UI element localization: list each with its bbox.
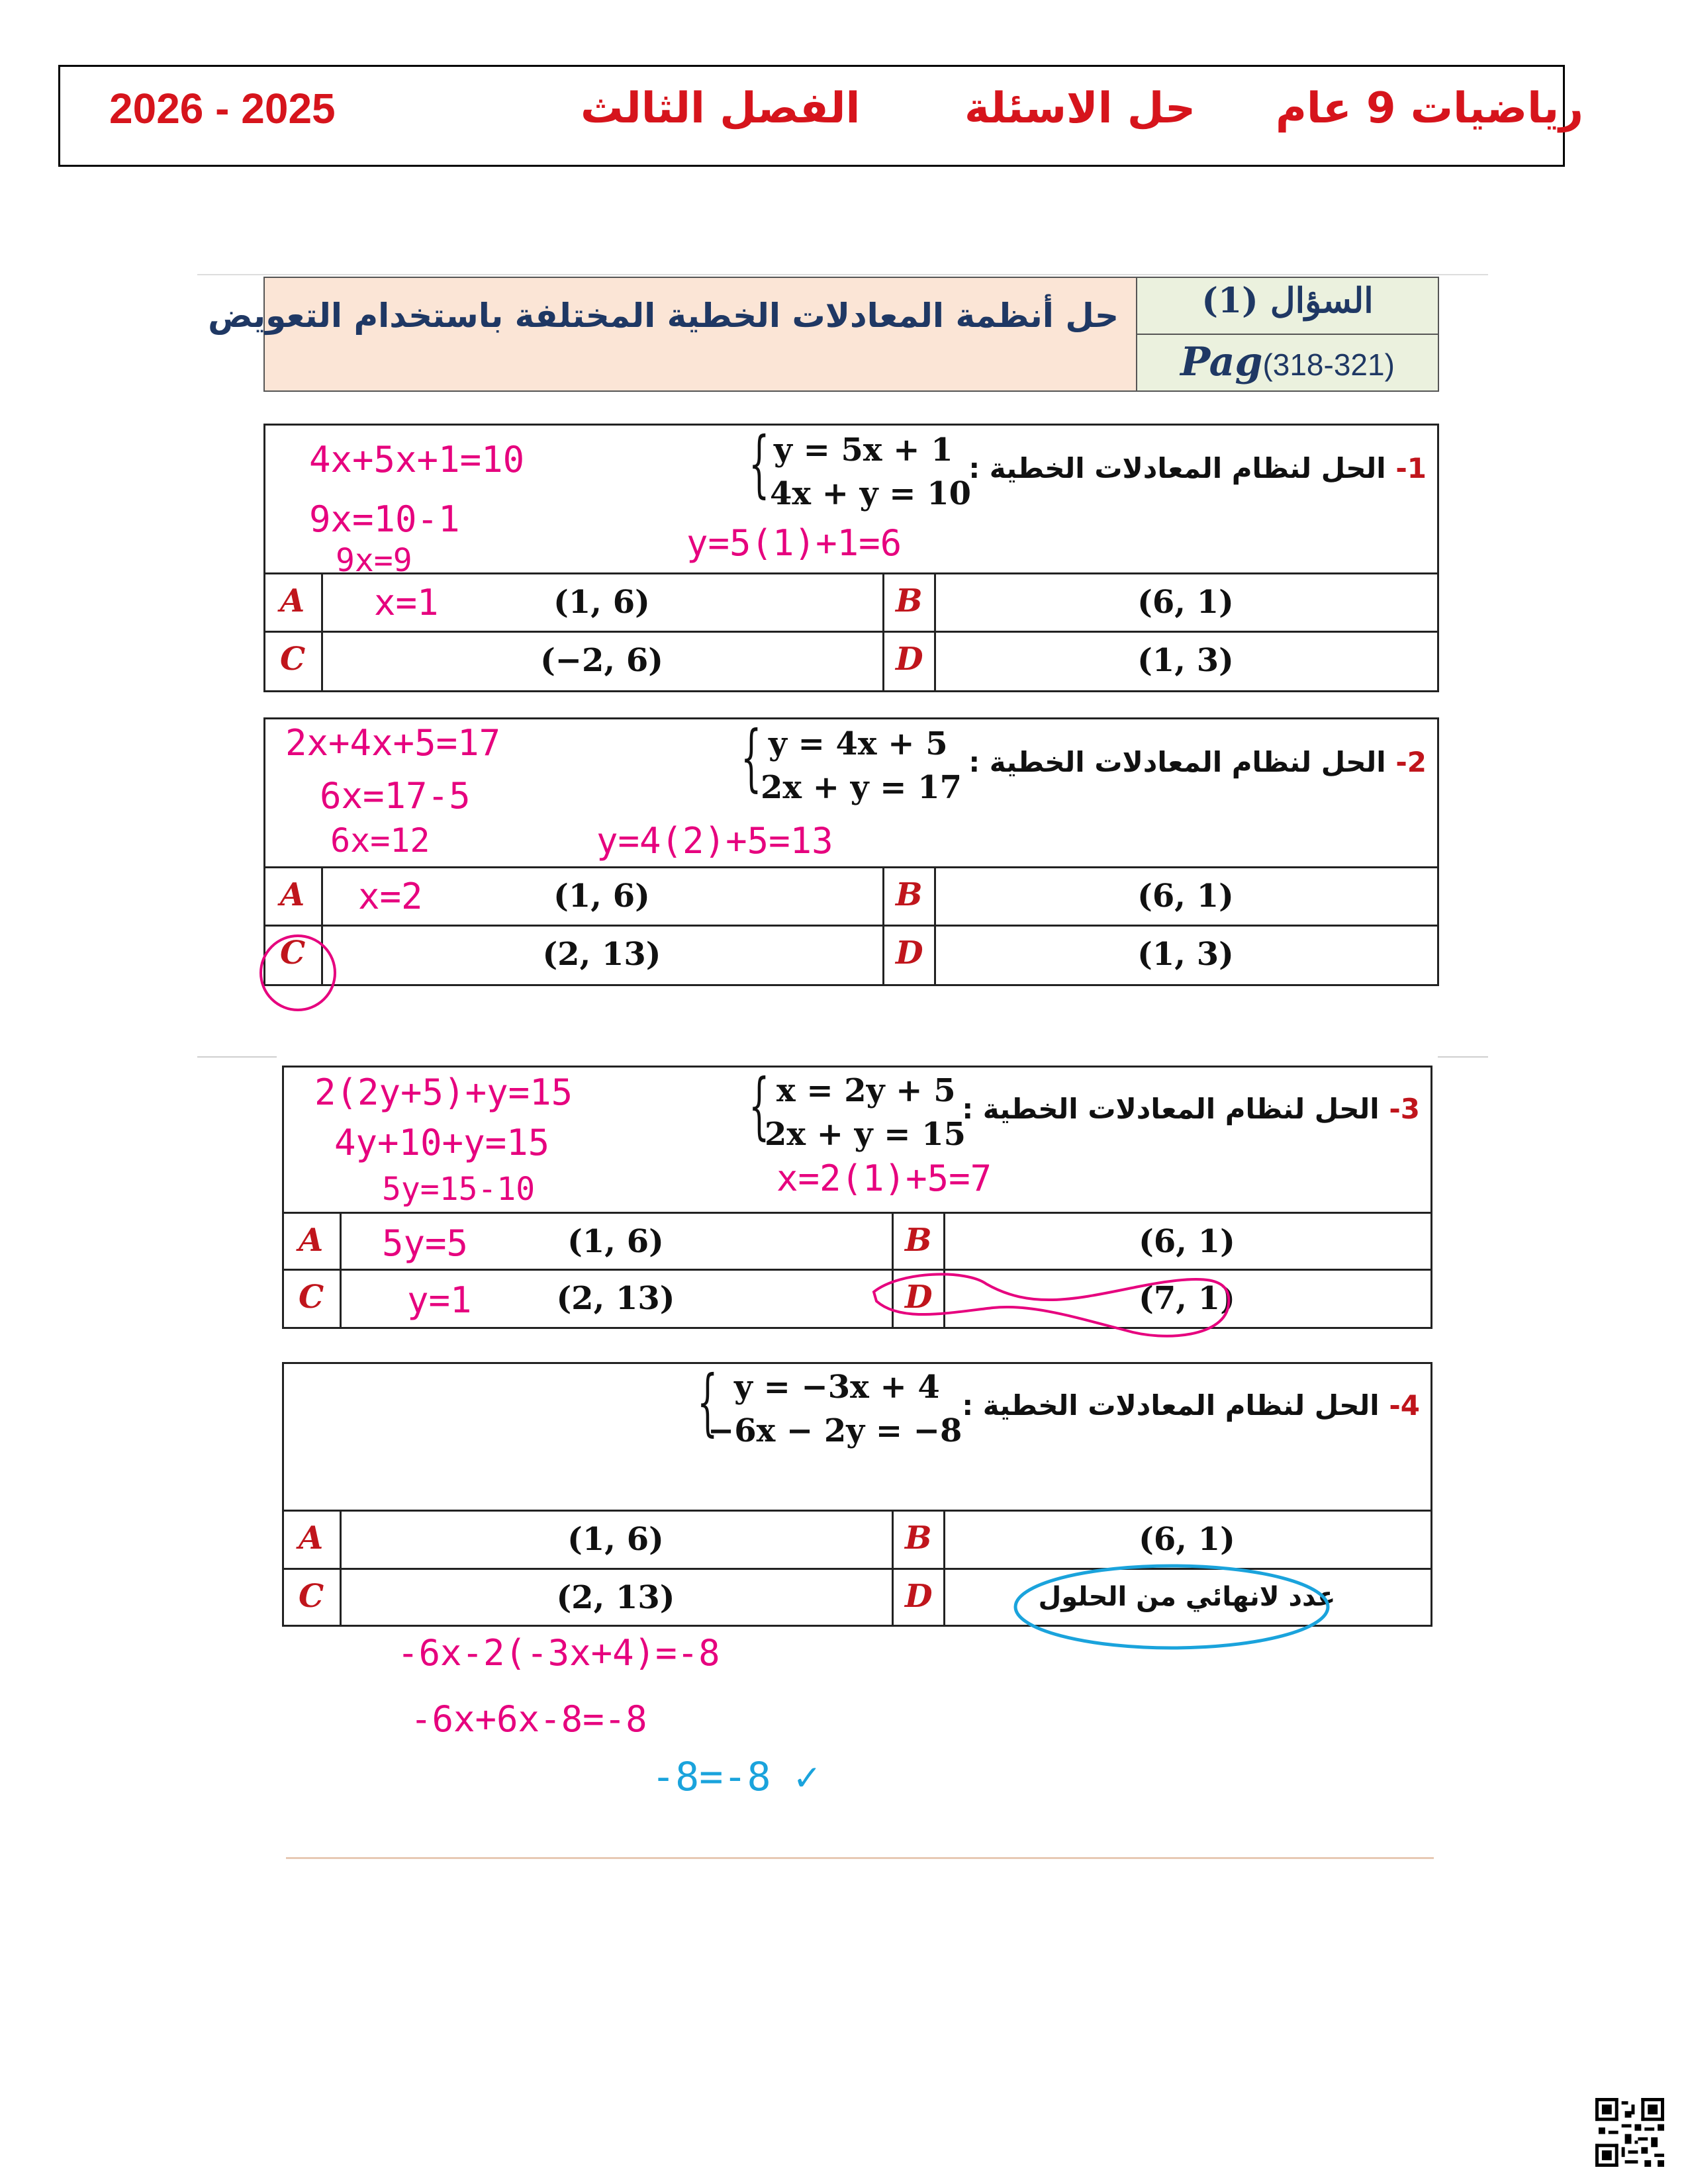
option-a[interactable]: (1, 6) xyxy=(567,1521,664,1558)
answer-circle-mark xyxy=(1006,1554,1337,1660)
option-c[interactable]: (2, 13) xyxy=(542,936,661,973)
page-title: حل الاسئلة xyxy=(964,84,1196,133)
problem-stem xyxy=(968,746,1427,778)
subject-label: رياضيات 9 عام xyxy=(1276,84,1583,133)
options-row: C (−2, 6) D (1, 3) xyxy=(265,631,1437,690)
option-b[interactable]: (6, 1) xyxy=(1137,584,1234,621)
qr-code-icon xyxy=(1595,2098,1664,2167)
handwritten-work: -6x+6x-8=-8 xyxy=(410,1698,647,1740)
handwritten-work: 6x=17-5 xyxy=(320,775,471,817)
stem-text: الحل لنظام المعادلات الخطية : xyxy=(962,1389,1380,1422)
problem-3 xyxy=(282,1063,1432,1329)
equation-2: 2x + y = 15 xyxy=(765,1116,966,1153)
option-c[interactable]: (2, 13) xyxy=(556,1579,675,1616)
options-row: A (1, 6) B (6, 1) xyxy=(265,572,1437,631)
problem-number: 4- xyxy=(1389,1389,1420,1422)
page-reference xyxy=(1137,339,1438,385)
handwritten-work: 2x+4x+5=17 xyxy=(285,722,501,764)
options-row: A (1, 6) B (6, 1) xyxy=(284,1510,1430,1568)
handwritten-work: y=4(2)+5=13 xyxy=(596,820,833,862)
problem-number: 2- xyxy=(1395,746,1427,778)
topic-title: حل أنظمة المعادلات الخطية المختلفة باستخدام التعويض xyxy=(208,296,1119,335)
option-a[interactable]: (1, 6) xyxy=(553,584,650,621)
divider xyxy=(1438,1056,1488,1058)
handwritten-work: 2(2y+5)+y=15 xyxy=(314,1071,573,1113)
handwritten-work: y=5(1)+1=6 xyxy=(686,522,902,564)
divider xyxy=(286,1857,1434,1859)
stem-text: الحل لنظام المعادلات الخطية : xyxy=(968,746,1386,778)
page-header xyxy=(58,65,1583,167)
option-b[interactable]: (6, 1) xyxy=(1139,1521,1235,1558)
option-b[interactable]: (6, 1) xyxy=(1139,1223,1235,1260)
problem-number: 3- xyxy=(1389,1093,1420,1125)
problem-number: 1- xyxy=(1395,452,1427,484)
equation-2: −6x − 2y = −8 xyxy=(708,1412,962,1449)
page-range: (318-321) xyxy=(1262,347,1395,382)
equation-1: y = 5x + 1 xyxy=(774,432,953,469)
problem-stem xyxy=(962,1093,1420,1125)
problem-1 xyxy=(263,421,1439,692)
option-d[interactable]: (1, 3) xyxy=(1137,936,1234,973)
handwritten-work: 4x+5x+1=10 xyxy=(309,439,525,480)
option-d[interactable]: عدد لانهائي من الحلول xyxy=(1038,1582,1336,1612)
handwritten-work: x=2 xyxy=(358,876,423,917)
divider xyxy=(197,274,1488,275)
term-label: الفصل الثالث xyxy=(581,84,861,133)
handwritten-work: 6x=12 xyxy=(330,821,430,860)
options-row: C (2, 13) D (7, 1) xyxy=(284,1269,1430,1327)
brace-icon: { xyxy=(697,1359,718,1444)
options-row: A (1, 6) B (6, 1) xyxy=(284,1212,1430,1269)
handwritten-check: -8=-8 ✓ xyxy=(651,1754,819,1800)
school-year: 2026 - 2025 xyxy=(109,85,336,132)
brace-icon: { xyxy=(749,421,770,506)
answer-circle-mark xyxy=(861,1264,1244,1350)
divider xyxy=(1137,334,1438,335)
handwritten-work: 5y=5 xyxy=(382,1222,469,1264)
handwritten-work: x=1 xyxy=(374,582,439,623)
stem-text: الحل لنظام المعادلات الخطية : xyxy=(962,1093,1380,1125)
equation-2: 4x + y = 10 xyxy=(770,475,971,512)
answer-circle-mark xyxy=(252,927,344,1019)
brace-icon: { xyxy=(749,1063,770,1148)
option-b[interactable]: (6, 1) xyxy=(1137,878,1234,915)
handwritten-work: x=2(1)+5=7 xyxy=(776,1158,992,1199)
options-row: C (2, 13) D عدد لانهائي من الحلول xyxy=(284,1568,1430,1625)
option-c[interactable]: (2, 13) xyxy=(556,1280,675,1317)
option-d[interactable]: (1, 3) xyxy=(1137,642,1234,679)
equation-1: x = 2y + 5 xyxy=(776,1072,956,1109)
stem-text: الحل لنظام المعادلات الخطية : xyxy=(968,452,1386,484)
option-a[interactable]: (1, 6) xyxy=(567,1223,664,1260)
divider xyxy=(197,1056,277,1058)
problem-stem xyxy=(962,1389,1420,1422)
handwritten-work: y=1 xyxy=(407,1279,472,1321)
option-d[interactable]: (7, 1) xyxy=(1139,1280,1235,1317)
problem-stem xyxy=(968,452,1427,484)
equation-1: y = −3x + 4 xyxy=(734,1369,940,1406)
page-prefix: Pag xyxy=(1180,339,1263,385)
handwritten-work: 9x=9 xyxy=(336,542,412,579)
option-a[interactable]: (1, 6) xyxy=(553,878,650,915)
problem-2 xyxy=(263,717,1439,986)
handwritten-work: 4y+10+y=15 xyxy=(334,1122,550,1163)
brace-icon: { xyxy=(741,715,762,799)
handwritten-work: 5y=15-10 xyxy=(382,1171,536,1208)
handwritten-work: 9x=10-1 xyxy=(309,498,460,540)
handwritten-work: -6x-2(-3x+4)=-8 xyxy=(397,1632,720,1674)
equation-2: 2x + y = 17 xyxy=(761,769,962,806)
question-cell xyxy=(1136,277,1439,392)
question-label: السؤال (1) xyxy=(1201,281,1374,321)
options-row: C (2, 13) D (1, 3) xyxy=(265,925,1437,984)
options-row: A (1, 6) B (6, 1) xyxy=(265,866,1437,925)
option-c[interactable]: (−2, 6) xyxy=(540,642,663,679)
equation-1: y = 4x + 5 xyxy=(769,725,948,762)
